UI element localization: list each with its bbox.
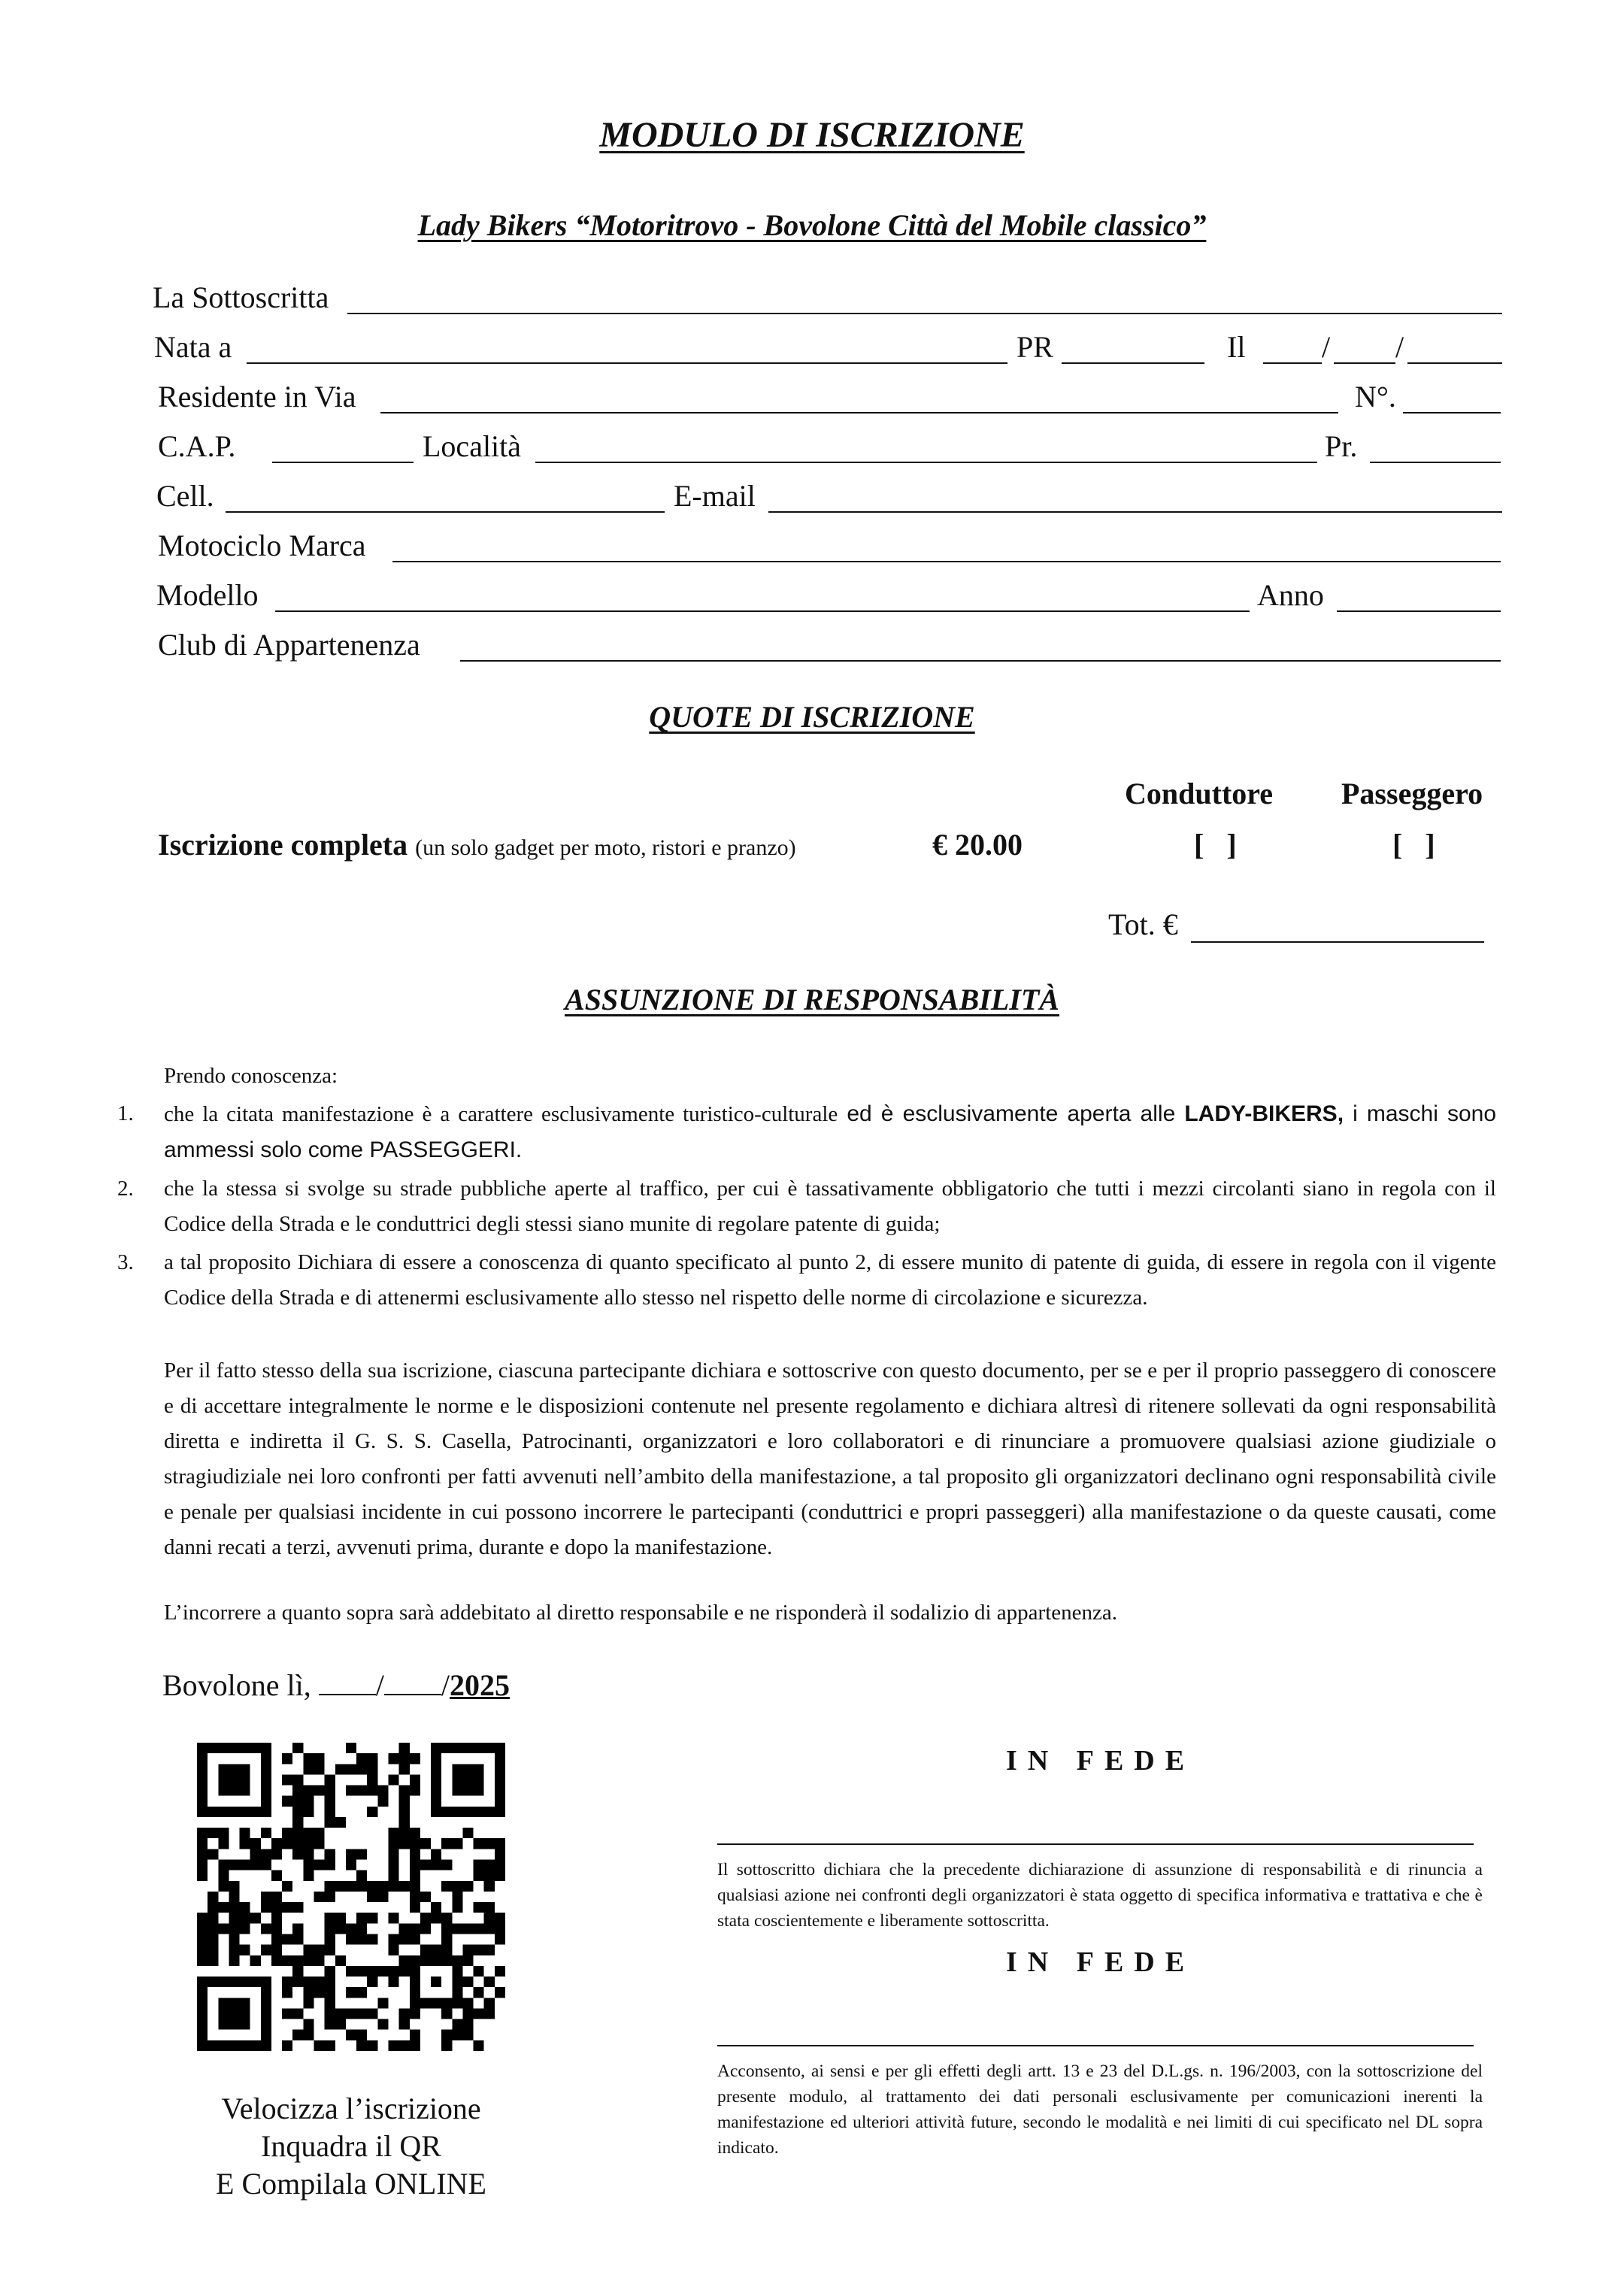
date-separator: / [1322, 330, 1331, 364]
modello-field[interactable] [275, 610, 1250, 612]
col-passenger-header: Passeggero [1341, 777, 1483, 810]
total-field[interactable] [1191, 941, 1484, 943]
fee-item [158, 827, 796, 862]
liability-item [117, 1245, 1496, 1316]
qr-caption [158, 2090, 544, 2203]
sottoscritta-label: La Sottoscritta [153, 280, 329, 314]
nata-a-field[interactable] [247, 362, 1007, 364]
localita-label: Località [423, 429, 522, 463]
sign-year: 2025 [450, 1668, 511, 1702]
provincia-label: Pr. [1325, 429, 1358, 463]
club-label: Club di Appartenenza [158, 628, 420, 662]
item-text-sans: ed è esclusivamente aperta alle [838, 1101, 1185, 1126]
item-text-sans: i maschi sono ammessi solo come PASSEGGERI. [164, 1101, 1497, 1162]
email-label: E-mail [674, 479, 756, 513]
in-fede-label: IN FEDE [1006, 1745, 1195, 1777]
numero-field[interactable] [1403, 412, 1501, 413]
liability-closing: L’incorrere a quanto sopra sarà addebitato al diretto responsabile e ne risponderà il sodalizio di appartenenza. [164, 1601, 1117, 1625]
cell-field[interactable] [226, 511, 665, 513]
fee-price: € 20.00 [932, 828, 1023, 862]
item-text: che la citata manifestazione è a carattere esclusivamente turistico-culturale [164, 1102, 838, 1126]
driver-checkbox[interactable]: [ ] [1194, 828, 1237, 862]
sign-day-field[interactable] [319, 1671, 376, 1695]
numero-label: N°. [1355, 380, 1396, 413]
cap-field[interactable] [272, 462, 414, 463]
nata-a-label: Nata a [154, 330, 232, 364]
item-text-bold: LADY-BIKERS, [1184, 1101, 1344, 1126]
date-separator: / [1395, 330, 1404, 364]
modello-label: Modello [156, 578, 259, 612]
cap-label: C.A.P. [158, 429, 236, 463]
anno-field[interactable] [1337, 610, 1501, 612]
pr-field[interactable] [1062, 362, 1204, 364]
sign-month-field[interactable] [384, 1671, 441, 1695]
anno-label: Anno [1257, 578, 1324, 612]
birth-year-field[interactable] [1407, 362, 1502, 364]
item-number: 2. [117, 1177, 134, 1201]
signature-line-2[interactable] [717, 2045, 1474, 2046]
birth-month-field[interactable] [1334, 362, 1395, 364]
liability-item [117, 1171, 1496, 1242]
place-date-label: Bovolone lì, [162, 1668, 311, 1702]
email-field[interactable] [768, 511, 1502, 513]
place-date: Bovolone lì, / /2025 [162, 1668, 522, 1703]
total-label: Tot. € [1108, 907, 1178, 941]
liability-heading: ASSUNZIONE DI RESPONSABILITÀ [565, 983, 1059, 1016]
item-text: che la stessa si svolge su strade pubbliche aperte al traffico, per cui è tassativamente obbligatorio che tutti i mezzi circolanti siano in regola con il Codice della Strada e le conduttrici degli stessi siano munite di regolare patente di guida; [164, 1177, 1496, 1236]
qr-caption-line: Inquadra il QR [261, 2129, 441, 2163]
passenger-checkbox[interactable]: [ ] [1392, 828, 1435, 862]
qr-code-graphic [197, 1743, 505, 2051]
club-field[interactable] [460, 660, 1501, 662]
declaration-text: Il sottoscritto dichiara che la precedente dichiarazione di assunzione di responsabilità e di rinuncia a qualsiasi azione nei confronti degli organizzatori è stata oggetto di specifica informativa e trattativa e che è stata coscientemente e liberamente sottoscritta. [717, 1860, 1483, 1931]
signature-line-1[interactable] [717, 1843, 1474, 1845]
pr-label: PR [1017, 330, 1053, 364]
il-label: Il [1227, 330, 1246, 364]
residente-label: Residente in Via [158, 380, 356, 413]
cell-label: Cell. [156, 479, 214, 513]
item-number: 3. [117, 1250, 134, 1274]
birth-day-field[interactable] [1263, 362, 1322, 364]
fee-item-note: (un solo gadget per moto, ristori e pranzo) [415, 835, 796, 860]
in-fede-label-2: IN FEDE [1006, 1946, 1195, 1978]
marca-label: Motociclo Marca [158, 529, 366, 562]
col-driver-header: Conduttore [1125, 777, 1274, 810]
qr-caption-line: E Compilala ONLINE [216, 2167, 486, 2201]
page-subtitle: Lady Bikers “Motoritrovo - Bovolone Città del Mobile classico” [417, 208, 1207, 242]
via-field[interactable] [380, 412, 1338, 413]
localita-field[interactable] [535, 462, 1317, 463]
liability-intro: Prendo conoscenza: [164, 1064, 338, 1088]
provincia-field[interactable] [1370, 462, 1501, 463]
marca-field[interactable] [392, 561, 1501, 562]
fees-heading: QUOTE DI ISCRIZIONE [649, 700, 975, 734]
fee-item-label: Iscrizione completa [158, 828, 408, 862]
sottoscritta-field[interactable] [347, 313, 1502, 314]
qr-caption-line: Velocizza l’iscrizione [221, 2092, 481, 2125]
privacy-text: Acconsento, ai sensi e per gli effetti degli artt. 13 e 23 del D.L.gs. n. 196/2003, con la sottoscrizione del presente modulo, al trattamento dei dati personali esclusivamente per comunicazioni inerenti la manifestazione ed ulteriori attività future, secondo le modalità e nei limiti di cui specificato nel DL sopra indicato. [717, 2061, 1483, 2158]
liability-paragraph: Per il fatto stesso della sua iscrizione, ciascuna partecipante dichiara e sottoscrive con questo documento, per se e per il proprio passeggero di conoscere e di accettare integralmente le norme e le disposizioni contenute nel presente regolamento e dichiara altresì di ritenere sollevati da ogni responsabilità diretta e indiretta il G. S. S. Casella, Patrocinanti, organizzatori e loro collaboratori e di rinunciare a promuovere qualsiasi azione giudiziale o stragiudiziale nei loro confronti per fatti avvenuti nell’ambito della manifestazione, a tal proposito gli organizzatori declinano ogni responsabilità civile e penale per qualsiasi incidente in cui possono incorrere le partecipanti (conduttrici e propri passeggeri) alla manifestazione o da queste causati, come danni recati a terzi, avvenuti prima, durante e dopo la manifestazione. [164, 1359, 1496, 1559]
item-text: a tal proposito Dichiara di essere a conoscenza di quanto specificato al punto 2, di essere munito di patente di guida, di essere in regola con il vigente Codice della Strada e di attenermi esclusivamente allo stesso nel rispetto delle norme di circolazione e sicurezza. [164, 1250, 1496, 1310]
item-number: 1. [117, 1101, 134, 1125]
liability-item [117, 1096, 1497, 1168]
page-title: MODULO DI ISCRIZIONE [599, 115, 1025, 155]
qr-code-icon[interactable] [197, 1743, 505, 2051]
